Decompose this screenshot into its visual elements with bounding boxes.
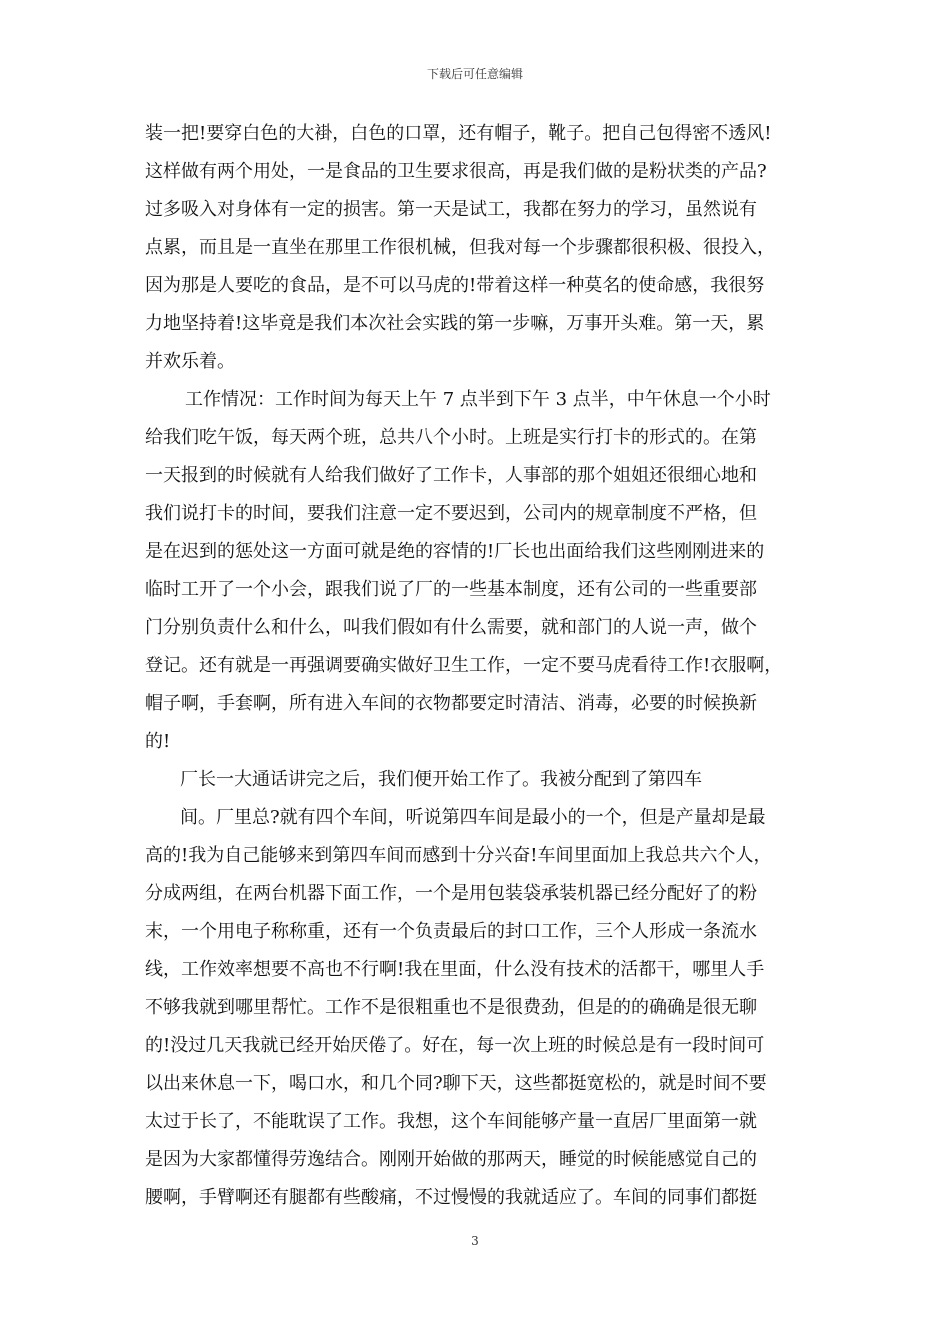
text-line: 我们说打卡的时间，要我们注意一定不要迟到，公司内的规章制度不严格，但 [145,503,757,524]
text-line: 过多吸入对身体有一定的损害。第一天是试工，我都在努力的学习，虽然说有 [145,199,757,220]
text-line: 因为那是人要吃的食品，是不可以马虎的!带着这样一种莫名的使命感，我很努 [145,275,765,296]
text-line: 门分别负责什么和什么，叫我们假如有什么需要，就和部门的人说一声，做个 [145,617,757,638]
text-line: 临时工开了一个小会，跟我们说了厂的一些基本制度，还有公司的一些重要部 [145,579,757,600]
text-line: 高的!我为自己能够来到第四车间而感到十分兴奋!车间里面加上我总共六个人， [145,845,772,866]
text-line: 登记。还有就是一再强调要确实做好卫生工作，一定不要马虎看待工作!衣服啊， [145,655,783,676]
text-line: 帽子啊，手套啊，所有进入车间的衣物都要定时清洁、消毒，必要的时候换新 [145,693,757,714]
text-line: 装一把!要穿白色的大褂，白色的口罩，还有帽子，靴子。把自己包得密不透风! [145,123,772,144]
text-line: 这样做有两个用处，一是食品的卫生要求很高，再是我们做的是粉状类的产品? [145,161,767,182]
text-line: 是因为大家都懂得劳逸结合。刚刚开始做的那两天，睡觉的时候能感觉自己的 [145,1149,757,1170]
page-header: 下载后可任意编辑 [426,67,523,81]
text-line: 并欢乐着。 [145,351,235,372]
text-line: 点累，而且是一直坐在那里工作很机械，但我对每一个步骤都很积极、很投入， [145,237,775,258]
text-line: 不够我就到哪里帮忙。工作不是很粗重也不是很费劲，但是的的确确是很无聊 [145,997,757,1018]
text-line: 腰啊，手臂啊还有腿都有些酸痛，不过慢慢的我就适应了。车间的同事们都挺 [145,1187,757,1208]
text-line: 间。厂里总?就有四个车间，听说第四车间是最小的一个，但是产量却是最 [180,807,766,828]
page-number: 3 [471,1234,479,1248]
text-line: 线，工作效率想要不高也不行啊!我在里面，什么没有技术的活都干，哪里人手 [145,959,765,980]
text-line: 的!没过几天我就已经开始厌倦了。好在，每一次上班的时候总是有一段时间可 [145,1035,765,1056]
text-line: 末，一个用电子称称重，还有一个负责最后的封口工作，三个人形成一条流水 [145,921,757,942]
text-line: 以出来休息一下，喝口水，和几个同?聊下天，这些都挺宽松的，就是时间不要 [145,1073,767,1094]
text-line: 工作情况：工作时间为每天上午 7 点半到下午 3 点半，中午休息一个小时 [185,389,771,410]
text-line: 力地坚持着!这毕竟是我们本次社会实践的第一步嘛，万事开头难。第一天，累 [145,313,765,334]
text-line: 太过于长了，不能耽误了工作。我想，这个车间能够产量一直居厂里面第一就 [145,1111,757,1132]
text-line: 一天报到的时候就有人给我们做好了工作卡，人事部的那个姐姐还很细心地和 [145,465,757,486]
text-line: 给我们吃午饭，每天两个班，总共八个小时。上班是实行打卡的形式的。在第 [145,427,757,448]
text-line: 分成两组，在两台机器下面工作，一个是用包装袋承装机器已经分配好了的粉 [145,883,757,904]
text-line: 的! [145,731,171,752]
text-line: 是在迟到的惩处这一方面可就是绝的容情的!厂长也出面给我们这些刚刚进来的 [145,541,765,562]
text-line: 厂长一大通话讲完之后，我们便开始工作了。我被分配到了第四车 [180,769,702,790]
